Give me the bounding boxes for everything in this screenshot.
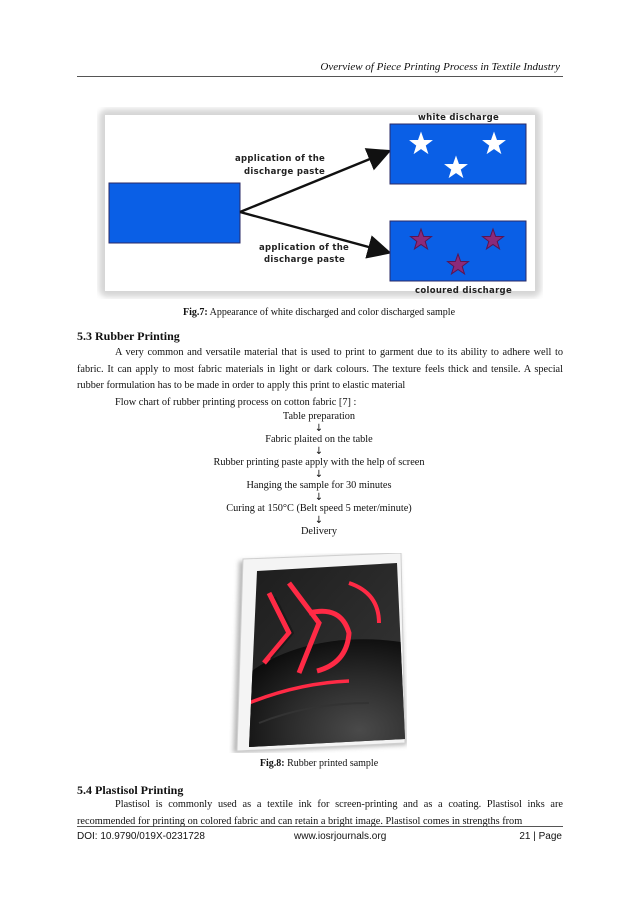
flow-step-4: Hanging the sample for 30 minutes: [246, 480, 392, 491]
rubber-printing-flow-chart: [0, 411, 638, 538]
header-rule: [77, 76, 563, 77]
figure-7-discharge-diagram: [97, 107, 543, 299]
flow-step-6: Delivery: [300, 526, 338, 537]
footer-journal-url: www.iosrjournals.org: [294, 831, 387, 842]
down-arrow-icon: ↓: [314, 492, 324, 503]
figure-8-caption: [0, 758, 638, 769]
down-arrow-icon: ↓: [314, 423, 324, 434]
coloured-discharge-fabric: [390, 221, 526, 281]
section-5-3-paragraph-text: A very common and versatile material that is used to print to garment due to its ability to adhere well to fabric. It can apply to most fabric materials in light or dark colours. The texture feels thick and tensile. A special rubber formulation has to be made in order to apply this print to elastic material: [77, 347, 563, 391]
flow-chart-intro: [77, 395, 563, 412]
down-arrow-icon: ↓: [314, 515, 324, 526]
footer-page-number: 21 | Page: [519, 831, 562, 842]
section-5-3-heading: 5.3 Rubber Printing: [77, 329, 180, 343]
figure-7-caption: [0, 307, 638, 318]
footer-rule: [77, 826, 563, 827]
flow-chart-intro-text: Flow chart of rubber printing process on cotton fabric [7] :: [115, 397, 357, 408]
flow-step-3: Rubber printing paste apply with the help of screen: [213, 457, 425, 468]
source-blue-fabric: [109, 183, 240, 243]
figure-7-caption-text: Appearance of white discharged and color discharged sample: [207, 307, 456, 318]
section-5-4-heading: 5.4 Plastisol Printing: [77, 783, 184, 797]
figure-8-caption-label: Fig.8:: [259, 758, 285, 769]
footer-doi: DOI: 10.9790/019X-0231728: [77, 831, 205, 842]
top-arrow-label-line1: application of the: [235, 154, 326, 164]
figure-7-caption-label: Fig.7:: [182, 307, 208, 318]
white-discharge-fabric: [390, 124, 526, 184]
section-5-3-paragraph: [77, 345, 563, 395]
down-arrow-icon: ↓: [314, 469, 324, 480]
bottom-arrow-label-line2: discharge paste: [264, 255, 346, 265]
down-arrow-icon: ↓: [314, 446, 324, 457]
bottom-arrow-label-line1: application of the: [259, 243, 350, 253]
flow-step-1: Table preparation: [282, 411, 356, 422]
running-header: Overview of Piece Printing Process in Textile Industry: [320, 61, 560, 73]
section-5-4-paragraph-text: Plastisol is commonly used as a textile ink for screen-printing and as a coating. Plastisol inks are recommended for printing on colored fabric and can retain a bright image. Plastisol comes in strengths from: [77, 799, 563, 827]
figure-8-caption-text: Rubber printed sample: [284, 758, 379, 769]
figure-8-rubber-print-photo: [229, 553, 407, 753]
flow-step-2: Fabric plaited on the table: [265, 434, 373, 445]
white-discharge-label: white discharge: [418, 113, 500, 123]
coloured-discharge-label: coloured discharge: [415, 286, 513, 296]
flow-step-5: Curing at 150°C (Belt speed 5 meter/minute): [226, 503, 412, 514]
top-arrow-label-line2: discharge paste: [244, 167, 326, 177]
